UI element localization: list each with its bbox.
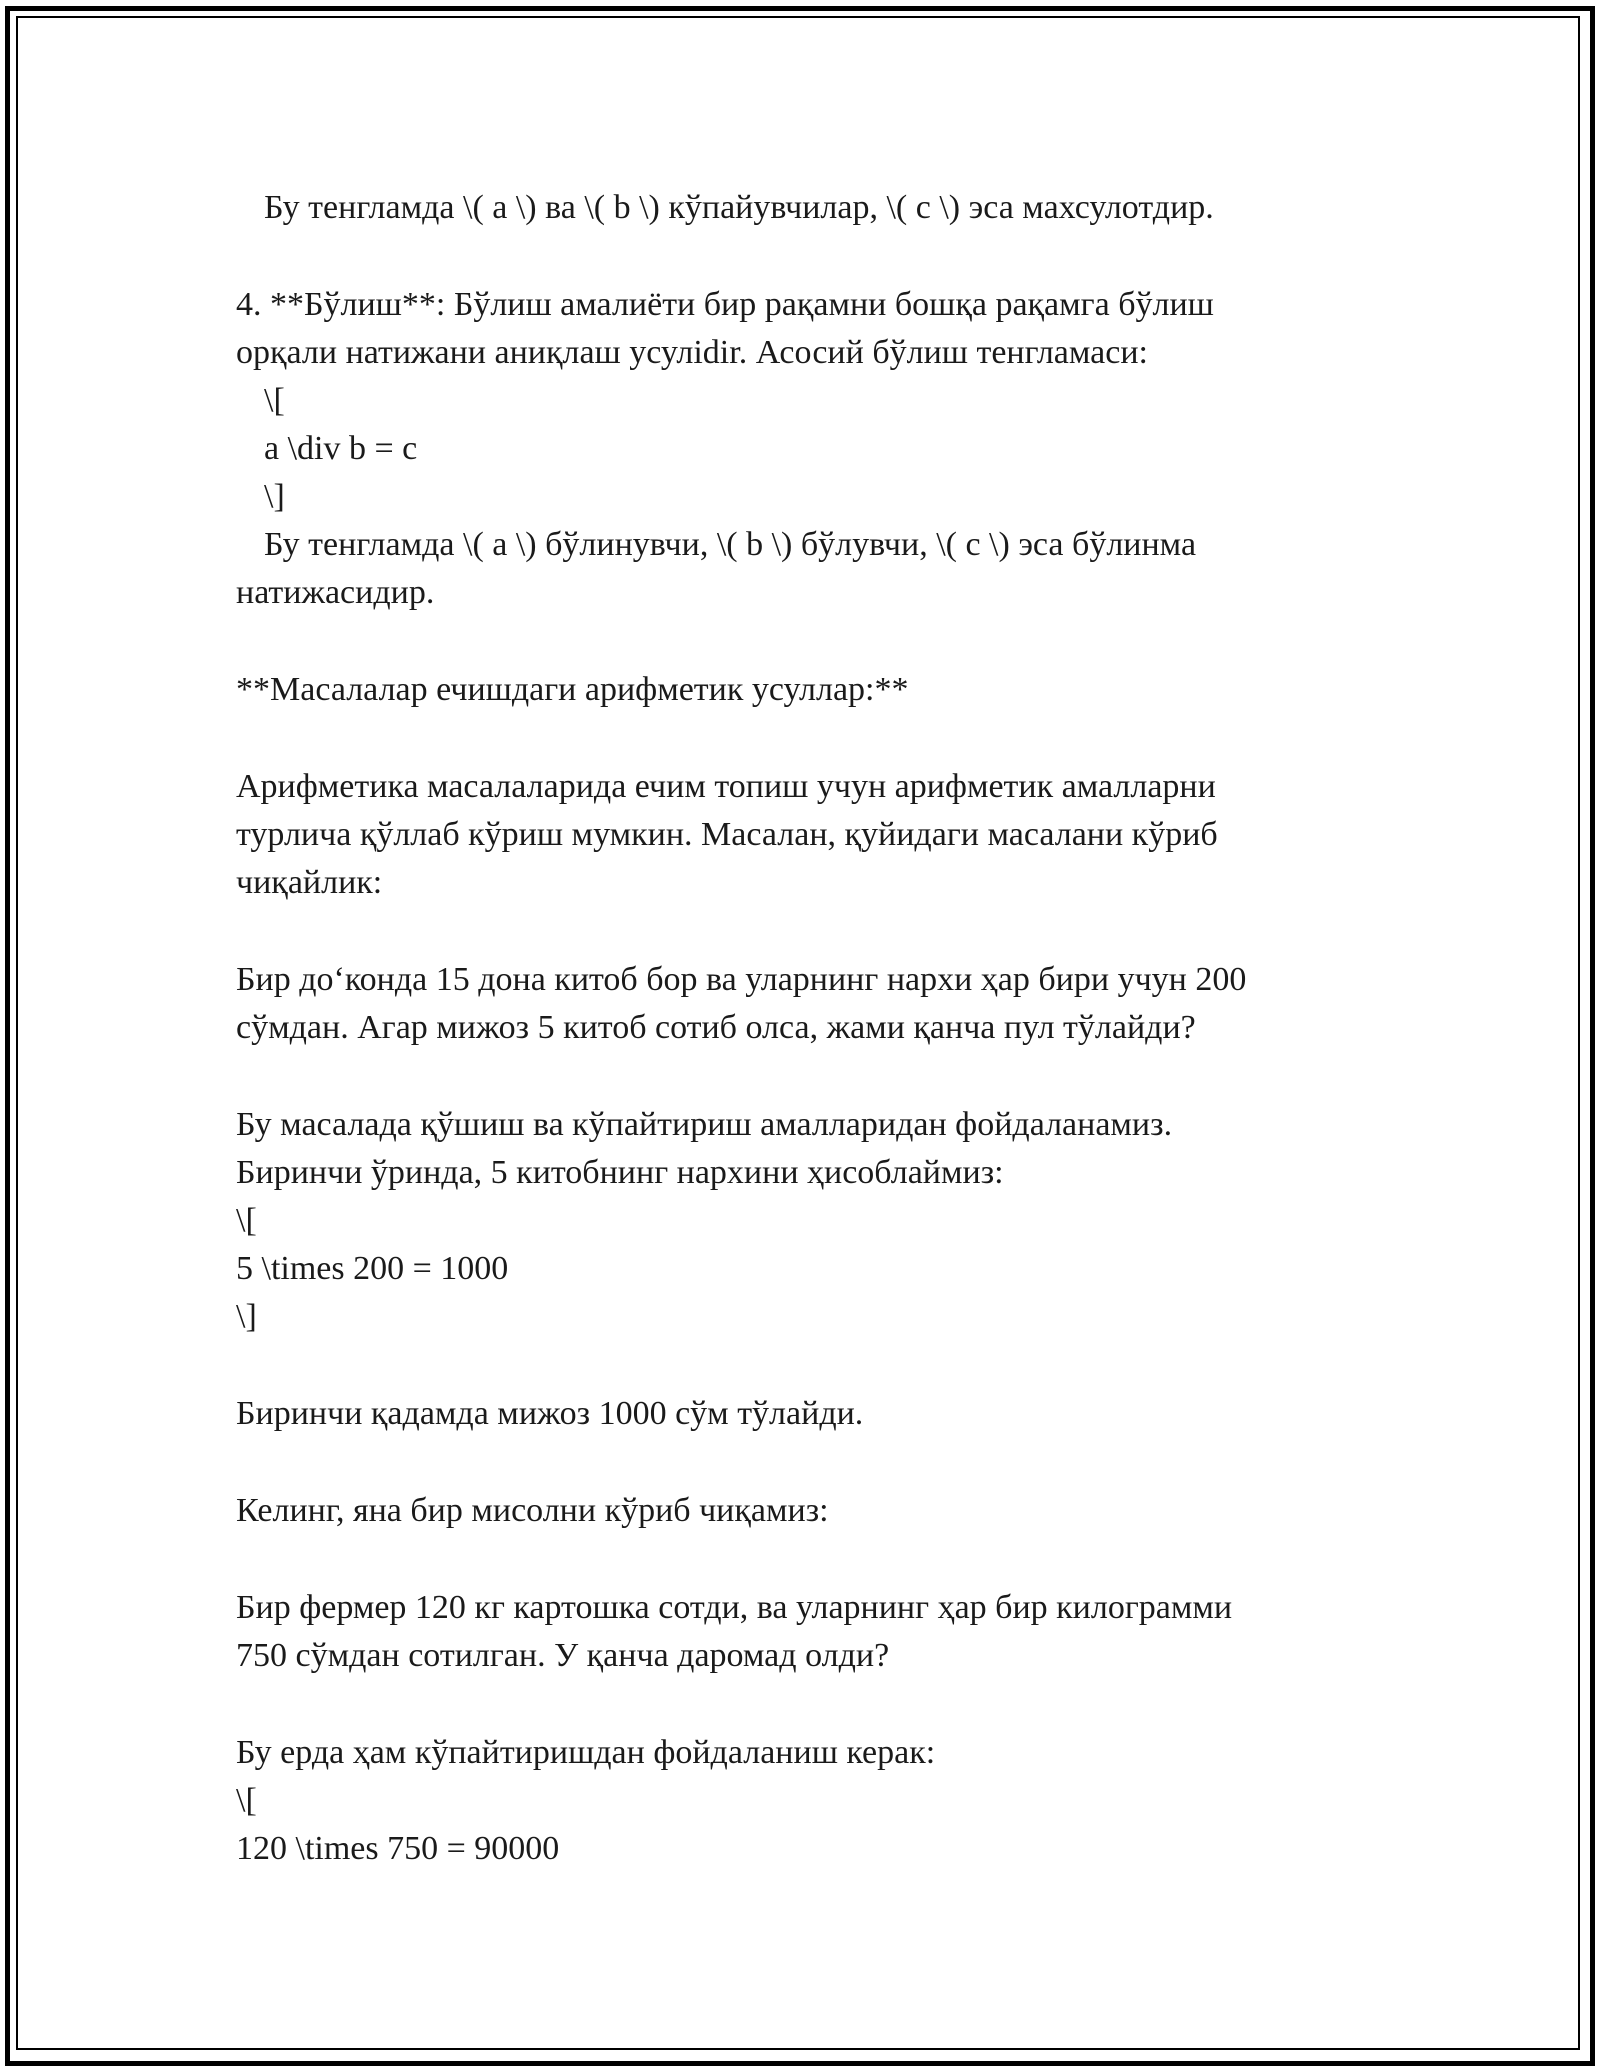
text-line: Бир фермер 120 кг картошка сотди, ва уларнинг ҳар бир килограмми: [236, 1589, 1233, 1626]
text-line: натижасидир.: [236, 574, 435, 611]
text-line: 4. **Бўлиш**: Бўлиш амалиёти бир рақамни бошқа рақамга бўлиш: [236, 286, 1214, 323]
text-line: 750 сўмдан сотилган. У қанча даромад олди?: [236, 1637, 890, 1674]
text-line: Бу масалада қўшиш ва кўпайтириш амалларидан фойдаланамиз.: [236, 1106, 1173, 1143]
formula-line: 120 \times 750 = 90000: [236, 1830, 560, 1867]
formula-close: \]: [264, 478, 285, 515]
text-line: Арифметика масалаларида ечим топиш учун арифметик амалларни: [236, 768, 1216, 805]
text-line: Бу ерда ҳам кўпайтиришдан фойдаланиш керак:: [236, 1734, 936, 1771]
formula-open: \[: [236, 1782, 257, 1819]
text-line: Бу тенгламда \( a \) ва \( b \) кўпайувчилар, \( c \) эса махсулотдир.: [264, 189, 1214, 226]
text-line: Биринчи қадамда мижоз 1000 сўм тўлайди.: [236, 1395, 864, 1432]
formula-line: a \div b = c: [264, 430, 418, 467]
formula-open: \[: [236, 1202, 257, 1239]
document-body: [236, 184, 1376, 1873]
text-line: турлича қўллаб кўриш мумкин. Масалан, қуйидаги масалани кўриб: [236, 816, 1218, 853]
text-line: чиқайлик:: [236, 864, 383, 901]
text-line: Келинг, яна бир мисолни кўриб чиқамиз:: [236, 1492, 829, 1529]
text-line: орқали натижани аниқлаш усулidir. Асосий бўлиш тенгламаси:: [236, 334, 1148, 371]
formula-line: 5 \times 200 = 1000: [236, 1250, 509, 1287]
text-line: Бу тенгламда \( a \) бўлинувчи, \( b \) бўлувчи, \( c \) эса бўлинма: [264, 526, 1197, 563]
text-line: Биринчи ўринда, 5 китобнинг нархини ҳисоблаймиз:: [236, 1154, 1004, 1191]
section-heading: **Масалалар ечишдаги арифметик усуллар:**: [236, 671, 909, 708]
formula-close: \]: [236, 1298, 257, 1335]
text-line: сўмдан. Агар мижоз 5 китоб сотиб олса, жами қанча пул тўлайди?: [236, 1009, 1196, 1046]
text-line: Бир доʻконда 15 дона китоб бор ва уларнинг нархи ҳар бири учун 200: [236, 961, 1247, 998]
formula-open: \[: [264, 382, 285, 419]
